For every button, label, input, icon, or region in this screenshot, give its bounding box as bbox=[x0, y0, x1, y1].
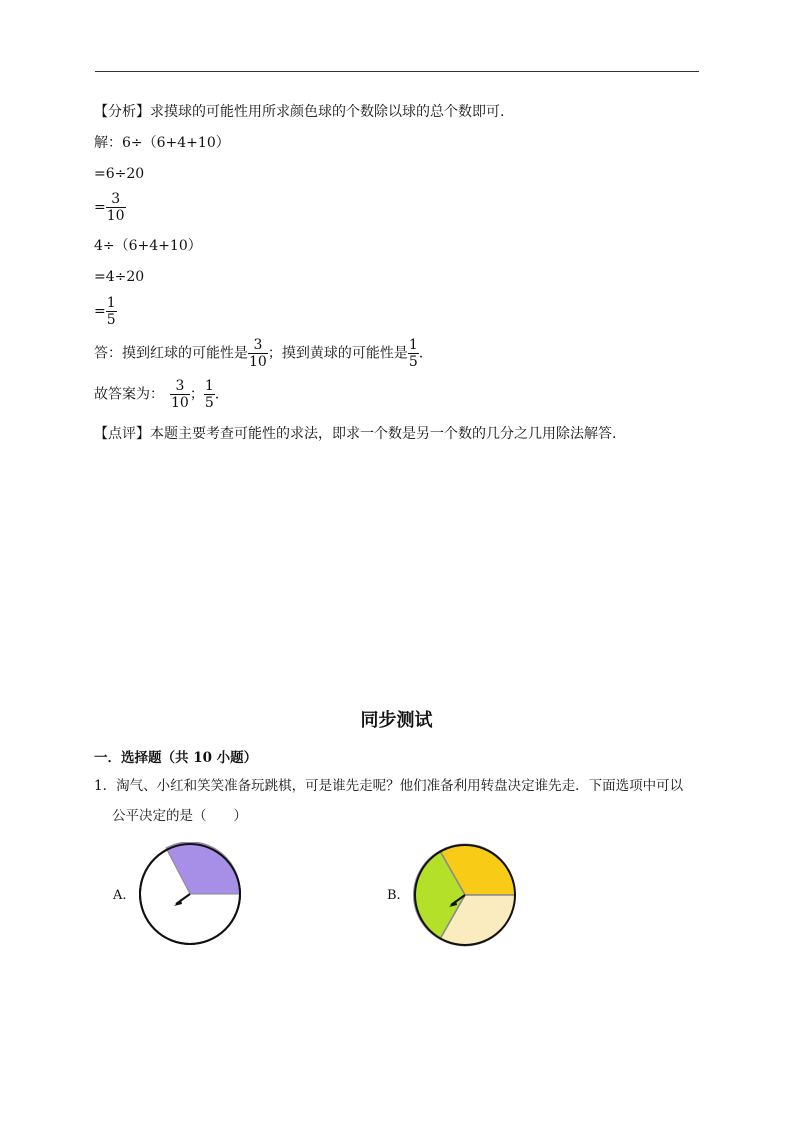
answer-prefix: 答：摸到红球的可能性是 bbox=[94, 345, 248, 362]
fraction-yellow bbox=[408, 337, 419, 370]
question-1-line-2: 公平决定的是（ ） bbox=[112, 808, 247, 824]
comment-text: 本题主要考查可能性的求法，即求一个数是另一个数的几分之几用除法解答. bbox=[150, 426, 617, 442]
fraction-denominator: 10 bbox=[249, 354, 267, 370]
spinner-a bbox=[138, 842, 242, 946]
final-sep: ； bbox=[189, 386, 204, 403]
analysis-text: 求摸球的可能性用所求颜色球的个数除以球的总个数即可. bbox=[150, 104, 505, 120]
header-rule bbox=[95, 71, 699, 72]
solution-line-2: =6÷20 bbox=[94, 166, 145, 182]
fraction-denominator: 10 bbox=[106, 208, 125, 224]
fraction-denominator: 5 bbox=[204, 395, 214, 411]
option-b-label: B. bbox=[387, 888, 401, 903]
fraction-numerator: 3 bbox=[175, 378, 185, 394]
option-a-label: A. bbox=[113, 888, 127, 903]
fraction-a bbox=[170, 378, 190, 411]
solution-line-1: 解：6÷（6+4+10） bbox=[94, 135, 230, 151]
fraction-denominator: 10 bbox=[171, 395, 189, 411]
answer-line bbox=[94, 337, 423, 370]
final-answer-line bbox=[94, 378, 219, 411]
fraction-red bbox=[248, 337, 268, 370]
fraction-three-tenths bbox=[106, 191, 126, 224]
section-heading: 一．选择题（共 10 小题） bbox=[94, 750, 258, 766]
final-end: . bbox=[214, 386, 220, 403]
comment-tag: 【点评】 bbox=[94, 426, 150, 442]
final-prefix: 故答案为： bbox=[94, 386, 164, 403]
equals-sign: = bbox=[94, 303, 106, 320]
spinner-b bbox=[411, 841, 519, 949]
fraction-numerator: 1 bbox=[106, 295, 116, 311]
page-title: 同步测试 bbox=[360, 710, 433, 731]
analysis-line bbox=[94, 103, 504, 121]
fraction-numerator: 1 bbox=[204, 378, 214, 394]
answer-end: . bbox=[418, 345, 424, 362]
fraction-b bbox=[204, 378, 215, 411]
fraction-numerator: 3 bbox=[253, 337, 263, 353]
comment-line bbox=[94, 425, 616, 443]
solution-line-3 bbox=[94, 191, 126, 224]
fraction-one-fifth bbox=[106, 295, 117, 328]
fraction-numerator: 1 bbox=[408, 337, 418, 353]
solution-line-5: =4÷20 bbox=[94, 269, 145, 285]
question-1-line-1: 1．淘气、小红和笑笑准备玩跳棋，可是谁先走呢？他们准备利用转盘决定谁先走．下面选项中可以 bbox=[94, 778, 684, 794]
solution-line-4: 4÷（6+4+10） bbox=[94, 238, 202, 254]
fraction-denominator: 5 bbox=[106, 312, 116, 328]
answer-middle: ；摸到黄球的可能性是 bbox=[267, 345, 408, 362]
solution-line-6 bbox=[94, 295, 117, 328]
analysis-tag: 【分析】 bbox=[94, 104, 150, 120]
fraction-numerator: 3 bbox=[111, 191, 121, 207]
equals-sign: = bbox=[94, 199, 106, 216]
fraction-denominator: 5 bbox=[408, 354, 418, 370]
